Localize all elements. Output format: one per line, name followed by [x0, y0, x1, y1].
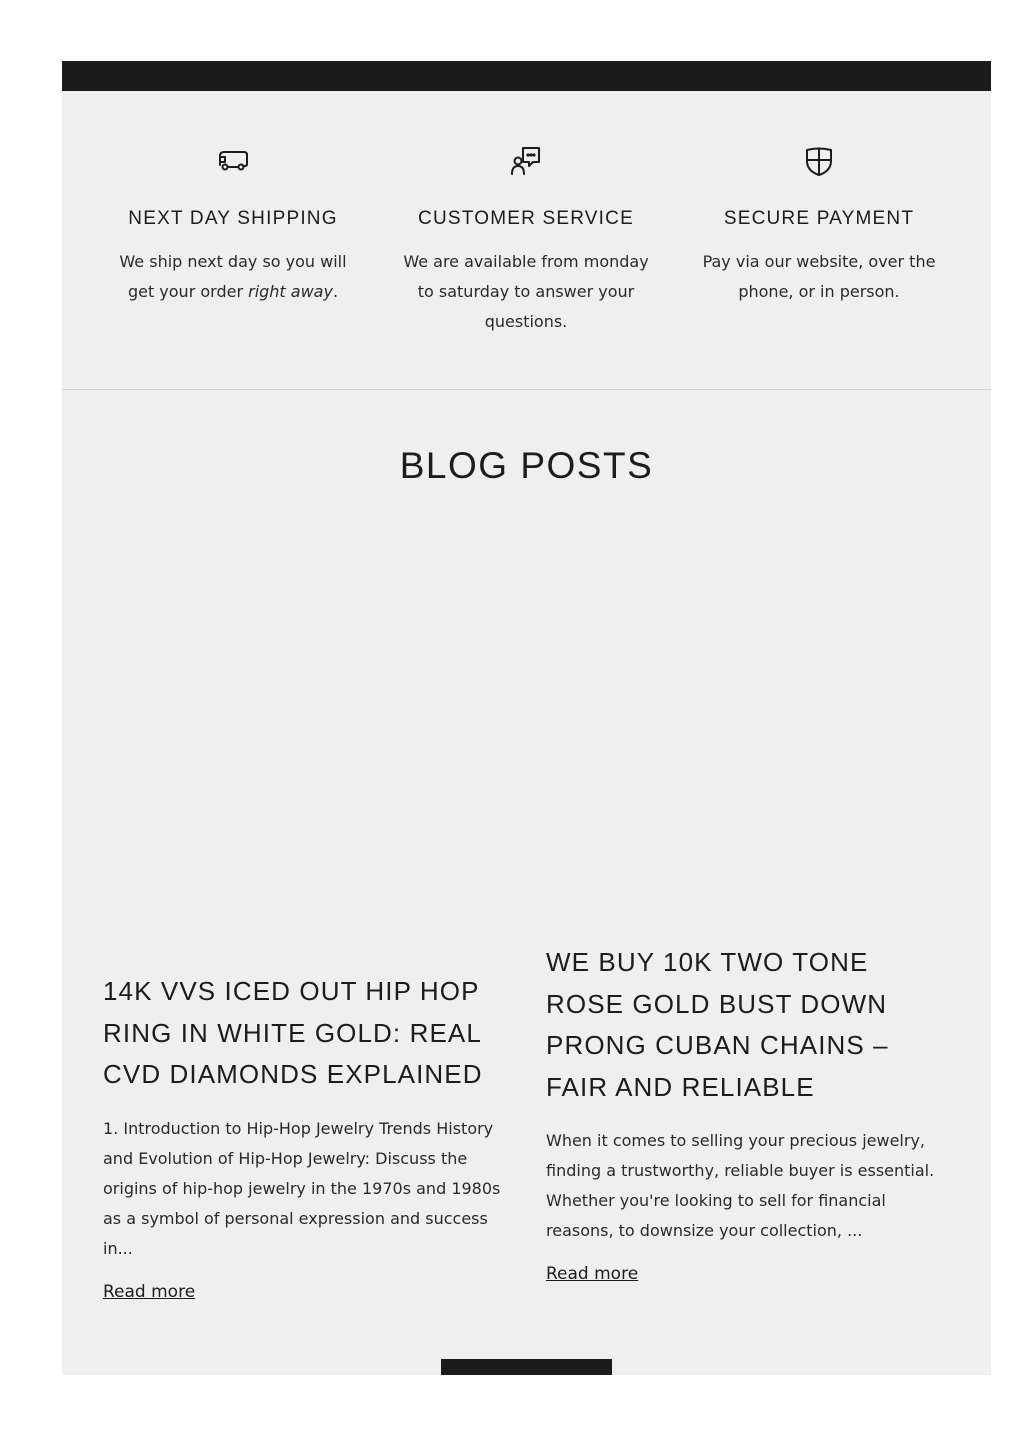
feature-title: CUSTOMER SERVICE [418, 208, 634, 229]
feature-title: NEXT DAY SHIPPING [128, 208, 338, 229]
view-all-button[interactable] [441, 1359, 612, 1375]
page-container [62, 61, 991, 1375]
blog-section-title: BLOG POSTS [399, 445, 654, 486]
read-more-link[interactable]: Read more [546, 1264, 639, 1284]
blog-post-excerpt: 1. Introduction to Hip-Hop Jewelry Trends History and Evolution of Hip-Hop Jewelry: Discuss the origins of hip-hop jewelry in the 1970s and 1980s as a symbol of personal expression and success in... [103, 1118, 501, 1258]
features-section [62, 91, 991, 390]
customer-chat-icon [509, 144, 543, 178]
read-more-link[interactable]: Read more [103, 1281, 196, 1302]
blog-post-excerpt: When it comes to selling your precious jewelry, finding a trustworthy, reliable buyer is essential. Whether you're looking to sell for financial reasons, to downsize your collection, ... [546, 1131, 935, 1240]
shield-icon [802, 144, 836, 178]
feature-description: Pay via our website, over the phone, or in person. [702, 252, 936, 301]
blog-post-card [103, 971, 503, 1302]
feature-description: We are available from monday to saturday to answer your questions. [403, 252, 649, 331]
feature-description: We ship next day so you will get your order right away. [119, 252, 347, 301]
blog-post-title[interactable]: 14K VVS ICED OUT HIP HOP RING IN WHITE GOLD: REAL CVD DIAMONDS EXPLAINED [103, 976, 483, 1089]
blog-post-card [546, 942, 946, 1284]
top-dark-bar [62, 61, 991, 91]
blog-post-title[interactable]: WE BUY 10K TWO TONE ROSE GOLD BUST DOWN PRONG CUBAN CHAINS – FAIR AND RELIABLE [546, 947, 889, 1102]
delivery-truck-icon [216, 144, 250, 178]
feature-title: SECURE PAYMENT [723, 208, 915, 229]
